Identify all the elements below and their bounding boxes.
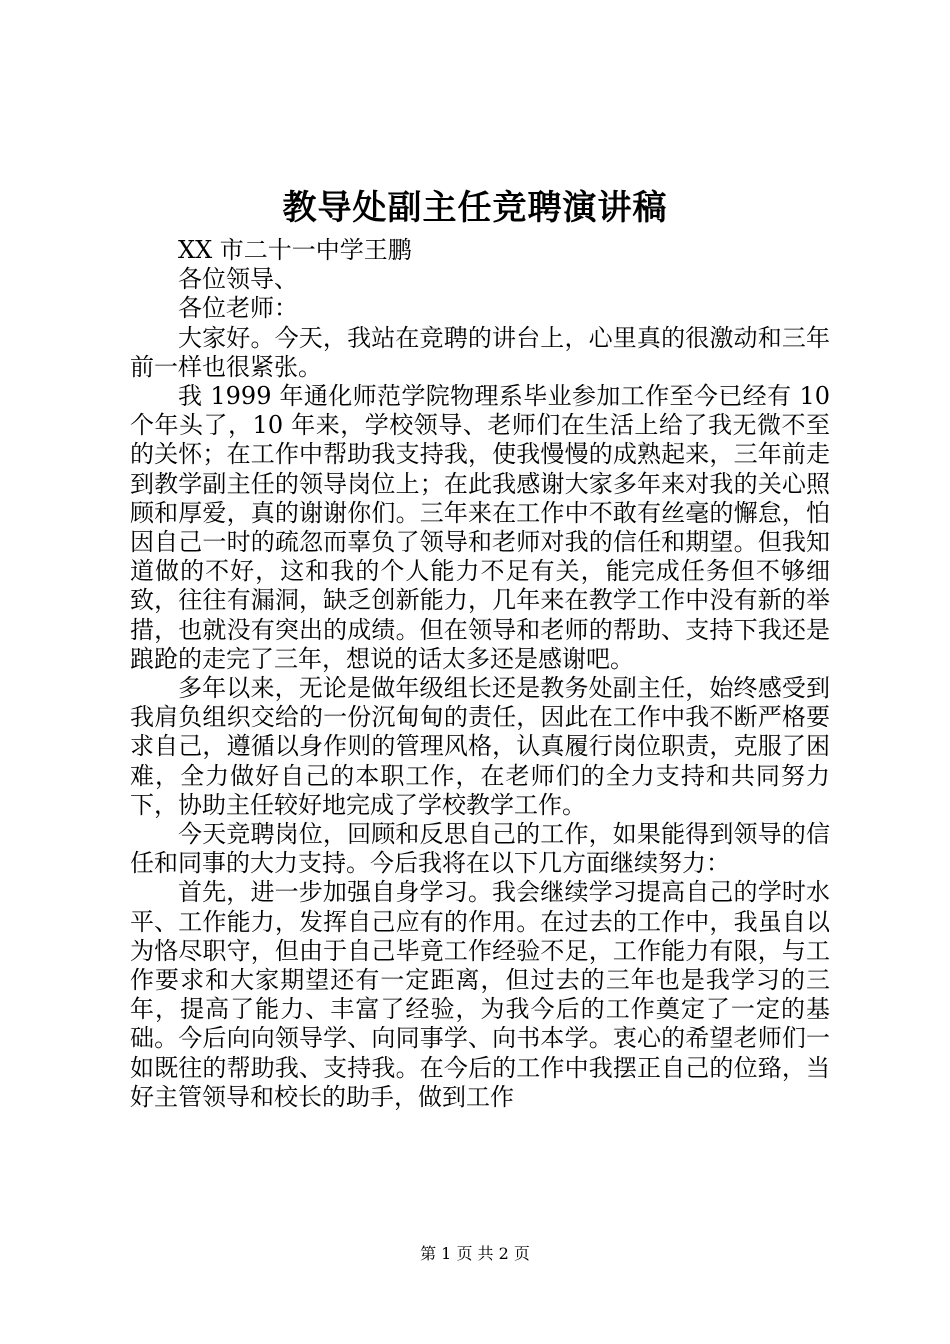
author-line: XX 市二十一中学王鹏 — [178, 236, 412, 264]
salutation-leaders: 各位领导、 — [178, 265, 298, 294]
document-body — [130, 236, 830, 1112]
paragraph: 首先，进一步加强自身学习。我会继续学习提高自己的学时水平、工作能力，发挥自己应有的作用。在过去的工作中，我虽自以为恪尽职守，但由于自己毕竟工作经验不足，工作能力有限，与工作要求和大家期望还有一定距离，但过去的三年也是我学习的三年，提高了能力、丰富了经验，为我今后的工作奠定了一定的基础。今后向向领导学、向同事学、向书本学。衷心的希望老师们一如既往的帮助我、支持我。在今后的工作中我摆正自己的位臵，当好主管领导和校长的助手，做到工作 — [130, 878, 830, 1111]
document-title: 教导处副主任竞聘演讲稿 — [282, 188, 668, 228]
paragraph: 今天竞聘岗位，回顾和反思自己的工作，如果能得到领导的信任和同事的大力支持。今后我将在以下几方面继续努力： — [130, 820, 830, 878]
paragraph: 多年以来，无论是做年级组长还是教务处副主任，始终感受到我肩负组织交给的一份沉甸甸的责任，因此在工作中我不断严格要求自己，遵循以身作则的管理风格，认真履行岗位职责，克服了困难，全力做好自己的本职工作，在老师们的全力支持和共同努力下，协助主任较好地完成了学校教学工作。 — [130, 674, 830, 819]
salutation-teachers: 各位老师： — [178, 294, 298, 323]
page-footer: 第 1 页 共 2 页 — [420, 1244, 530, 1263]
paragraph: 大家好。今天，我站在竞聘的讲台上，心里真的很激动和三年前一样也很紧张。 — [130, 323, 830, 381]
paragraph: 我 1999 年通化师范学院物理系毕业参加工作至今已经有 10 个年头了，10 年来，学校领导、老师们在生活上给了我无微不至的关怀；在工作中帮助我支持我，使我慢慢的成熟起来，三年前走到教学副主任的领导岗位上；在此我感谢大家多年来对我的关心照顾和厚爱，真的谢谢你们。三年来在工作中不敢有丝毫的懈怠，怕因自己一时的疏忽而辜负了领导和老师对我的信任和期望。但我知道做的不好，这和我的个人能力不足有关，能完成任务但不够细致，往往有漏洞，缺乏创新能力，几年来在教学工作中没有新的举措，也就没有突出的成绩。但在领导和老师的帮助、支持下我还是踉跄的走完了三年，想说的话太多还是感谢吧。 — [130, 382, 830, 673]
